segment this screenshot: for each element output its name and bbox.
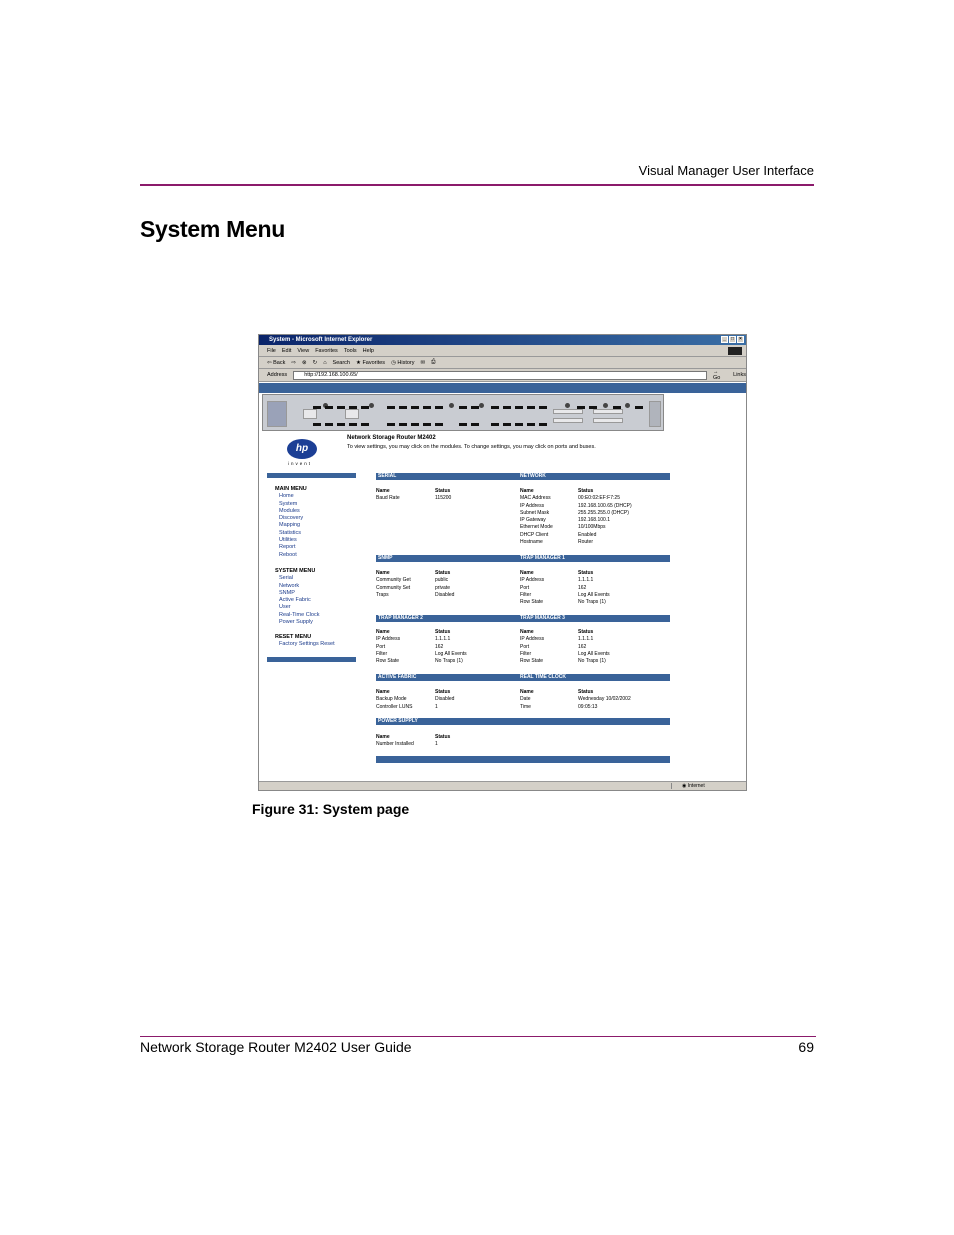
power-module[interactable] — [267, 401, 287, 427]
ie-address-bar — [259, 369, 746, 382]
module-slot-5[interactable] — [553, 418, 583, 423]
snmp-name: Traps — [376, 591, 389, 598]
history-button[interactable]: ◷ History — [391, 359, 415, 366]
trap2-value: 1.1.1.1 — [435, 636, 451, 643]
name-header: Name — [376, 689, 390, 695]
snmp-value: private — [435, 584, 451, 591]
clock-title: REAL TIME CLOCK — [520, 674, 567, 680]
fabric-title: ACTIVE FABRIC — [378, 674, 417, 680]
menu-item-report[interactable]: Report — [279, 544, 296, 551]
port[interactable] — [515, 406, 523, 409]
address-input[interactable]: http://192.168.100.65/ — [293, 371, 707, 380]
port[interactable] — [361, 423, 369, 426]
menu-item-factory-reset[interactable]: Factory Settings Reset — [279, 641, 335, 648]
menu-item-mapping[interactable]: Mapping — [279, 522, 301, 529]
clock-name: Date — [520, 696, 531, 703]
port[interactable] — [503, 406, 511, 409]
trap1-name: Row State — [520, 599, 544, 606]
trap3-value: 162 — [578, 643, 587, 650]
search-label: Search — [332, 359, 350, 366]
snmp-name: Community Set — [376, 584, 411, 591]
main-menu-heading: MAIN MENU — [275, 486, 307, 492]
clock-names — [520, 689, 534, 711]
trap2-value: 162 — [435, 643, 444, 650]
fabric-values — [435, 689, 454, 711]
section-bar-bottom — [376, 756, 670, 763]
trap2-value: Log All Events — [435, 650, 467, 657]
footer-guide-title: Network Storage Router M2402 User Guide — [140, 1039, 412, 1055]
trap3-title: TRAP MANAGER 3 — [520, 615, 565, 621]
port[interactable] — [435, 406, 443, 409]
page-title: System Menu — [140, 216, 285, 242]
status-module[interactable] — [649, 401, 661, 427]
trap1-value: No Traps (1) — [578, 599, 606, 606]
snmp-names — [376, 570, 411, 599]
network-name: MAC Address — [520, 495, 551, 502]
go-button[interactable]: → Go — [713, 369, 721, 381]
connector[interactable] — [479, 403, 484, 408]
network-name: Subnet Mask — [520, 509, 550, 516]
clock-values — [578, 689, 631, 711]
network-name: DHCP Client — [520, 531, 549, 538]
status-header: Status — [435, 629, 451, 635]
menu-item-modules[interactable]: Modules — [279, 507, 300, 514]
port[interactable] — [387, 423, 395, 426]
power-name: Number Installed — [376, 741, 414, 748]
port[interactable] — [337, 423, 345, 426]
status-header: Status — [578, 570, 594, 576]
footer-page-number: 69 — [798, 1039, 814, 1055]
port[interactable] — [387, 406, 395, 409]
menu-edit[interactable]: Edit — [281, 347, 292, 354]
port[interactable] — [337, 406, 345, 409]
system-menu — [275, 568, 319, 626]
back-button[interactable]: ⇦ Back — [267, 359, 286, 366]
running-header: Visual Manager User Interface — [638, 163, 814, 178]
menu-view[interactable]: View — [297, 347, 310, 354]
address-label: Address — [267, 372, 288, 378]
router-banner — [259, 383, 746, 431]
refresh-icon[interactable]: ↻ — [312, 359, 318, 366]
stop-icon[interactable]: ⊗ — [301, 359, 307, 366]
footer-rule — [140, 1036, 816, 1037]
ie-title-bar — [259, 335, 746, 345]
trap2-value: No Traps (1) — [435, 658, 463, 665]
favorites-label: Favorites — [362, 359, 386, 366]
network-value: 00:E0:02:EF:F7:25 — [578, 495, 620, 502]
trap1-names — [520, 570, 544, 606]
snmp-value: Disabled — [435, 591, 455, 598]
clock-value: Wednesday 10/02/2002 — [578, 696, 631, 703]
go-label: Go — [713, 375, 721, 381]
serial-title: SERIAL — [378, 473, 397, 479]
serial-names — [376, 488, 400, 503]
trap3-name: Port — [520, 643, 530, 650]
status-header: Status — [435, 734, 451, 740]
status-header: Status — [435, 689, 451, 695]
port[interactable] — [613, 406, 621, 409]
reset-menu-heading: RESET MENU — [275, 634, 312, 640]
ie-status-bar — [259, 781, 746, 790]
fabric-name: Backup Mode — [376, 696, 407, 703]
trap2-name: Row State — [376, 658, 400, 665]
menu-item-power-supply[interactable]: Power Supply — [279, 619, 313, 626]
trap2-name: Filter — [376, 650, 388, 657]
network-names — [520, 488, 553, 546]
menu-item-snmp[interactable]: SNMP — [279, 589, 295, 596]
back-label: Back — [273, 359, 286, 366]
fabric-value: 1 — [435, 703, 438, 710]
network-value: 192.168.100.65 (DHCP) — [578, 502, 632, 509]
sidebar-rule-top — [267, 473, 356, 478]
minimize-icon[interactable]: _ — [721, 336, 728, 343]
ie-menu-bar — [259, 345, 746, 357]
port[interactable] — [361, 406, 369, 409]
network-name: Hostname — [520, 539, 543, 546]
power-title: POWER SUPPLY — [378, 718, 418, 724]
zone-label: Internet — [687, 783, 705, 789]
module-slot-6[interactable] — [593, 418, 623, 423]
name-header: Name — [520, 570, 534, 576]
history-label: History — [397, 359, 415, 366]
links-button[interactable]: Links — [733, 372, 746, 378]
fabric-name: Controller LUNS — [376, 703, 413, 710]
module-slot-4[interactable] — [593, 409, 623, 414]
name-header: Name — [376, 629, 390, 635]
port[interactable] — [471, 423, 479, 426]
security-zone: ◉ Internet — [671, 783, 705, 789]
port[interactable] — [325, 423, 333, 426]
power-value: 1 — [435, 741, 438, 748]
port[interactable] — [471, 406, 479, 409]
port[interactable] — [325, 406, 333, 409]
mail-icon[interactable]: ✉ — [420, 359, 426, 366]
router-intro: To view settings, you may click on the modules. To change settings, you may click on ports and buses. — [347, 444, 596, 450]
snmp-value: public — [435, 577, 449, 584]
system-menu-heading: SYSTEM MENU — [275, 568, 316, 574]
port[interactable] — [491, 423, 499, 426]
trap2-title: TRAP MANAGER 2 — [378, 615, 423, 621]
section-bar — [376, 473, 670, 480]
section-bar — [376, 615, 670, 622]
network-name: IP Address — [520, 502, 545, 509]
home-icon[interactable]: ⌂ — [323, 359, 327, 366]
section-bar — [376, 555, 670, 562]
name-header: Name — [376, 488, 390, 494]
network-value: 10/100Mbps — [578, 524, 606, 531]
port[interactable] — [313, 406, 321, 409]
menu-item-utilities[interactable]: Utilities — [279, 537, 297, 544]
clock-value: 09:05:13 — [578, 703, 598, 710]
name-header: Name — [520, 689, 534, 695]
connector[interactable] — [369, 403, 374, 408]
power-values — [435, 734, 450, 749]
network-title: NETWORK — [520, 473, 546, 479]
section-bar — [376, 674, 670, 681]
network-name: IP Gateway — [520, 517, 546, 524]
port[interactable] — [539, 406, 547, 409]
status-header: Status — [578, 689, 594, 695]
status-header: Status — [578, 629, 594, 635]
search-button[interactable] — [333, 360, 350, 366]
name-header: Name — [376, 734, 390, 740]
port[interactable] — [349, 423, 357, 426]
serial-name: Baud Rate — [376, 495, 400, 502]
menu-item-statistics[interactable]: Statistics — [279, 529, 302, 536]
connector[interactable] — [625, 403, 630, 408]
maximize-icon[interactable]: □ — [730, 336, 735, 342]
port[interactable] — [503, 423, 511, 426]
hp-tagline: invent — [288, 461, 313, 466]
trap1-values — [578, 570, 610, 606]
close-icon[interactable]: × — [737, 336, 744, 343]
trap3-value: 1.1.1.1 — [578, 636, 594, 643]
reset-menu — [275, 634, 335, 649]
router-heading: Network Storage Router M2402 — [347, 435, 436, 441]
sidebar-rule-bottom — [267, 657, 356, 662]
ie-toolbar — [259, 357, 746, 369]
trap3-names — [520, 629, 544, 665]
port[interactable] — [399, 423, 407, 426]
network-values — [578, 488, 632, 546]
trap2-values — [435, 629, 467, 665]
fabric-names — [376, 689, 412, 711]
connector[interactable] — [449, 403, 454, 408]
status-header: Status — [578, 488, 594, 494]
name-header: Name — [520, 488, 534, 494]
trap1-name: IP Address — [520, 577, 545, 584]
status-header: Status — [435, 488, 451, 494]
trap3-values — [578, 629, 610, 665]
serial-values — [435, 488, 451, 503]
snmp-values — [435, 570, 454, 599]
name-header: Name — [376, 570, 390, 576]
network-value: 255.255.255.0 (DHCP) — [578, 509, 629, 516]
trap3-name: Filter — [520, 650, 532, 657]
trap1-name: Port — [520, 584, 530, 591]
header-rule — [140, 184, 814, 186]
router-front-panel[interactable] — [262, 394, 664, 431]
forward-icon[interactable]: ⇨ — [291, 359, 296, 366]
trap2-name: Port — [376, 643, 386, 650]
clock-name: Time — [520, 703, 531, 710]
snmp-name: Community Get — [376, 577, 411, 584]
port[interactable] — [399, 406, 407, 409]
menu-item-user[interactable]: User — [279, 604, 291, 611]
main-menu — [275, 486, 307, 559]
status-header: Status — [435, 570, 451, 576]
network-value: 192.168.100.1 — [578, 517, 610, 524]
windows-logo-icon — [728, 347, 742, 355]
trap1-name: Filter — [520, 591, 532, 598]
menu-item-serial[interactable]: Serial — [279, 575, 294, 582]
connector[interactable] — [603, 403, 608, 408]
window-title: System - Microsoft Internet Explorer — [269, 337, 373, 343]
snmp-title: SNMP — [378, 555, 393, 561]
port[interactable] — [635, 406, 643, 409]
power-names — [376, 734, 414, 749]
menu-item-reboot[interactable]: Reboot — [279, 551, 297, 558]
favorites-button[interactable]: ★ Favorites — [355, 359, 386, 366]
menu-favorites[interactable]: Favorites — [315, 347, 338, 354]
name-header: Name — [520, 629, 534, 635]
trap1-title: TRAP MANAGER 1 — [520, 555, 565, 561]
port[interactable] — [459, 406, 467, 409]
port[interactable] — [349, 406, 357, 409]
trap2-name: IP Address — [376, 636, 401, 643]
port[interactable] — [313, 423, 321, 426]
window-buttons — [721, 336, 744, 343]
network-value: Router — [578, 539, 594, 546]
menu-file[interactable]: File — [267, 347, 276, 354]
port[interactable] — [411, 423, 419, 426]
port[interactable] — [459, 423, 467, 426]
module-slot-1[interactable] — [303, 409, 317, 419]
menu-item-active-fabric[interactable]: Active Fabric — [279, 597, 311, 604]
port[interactable] — [491, 406, 499, 409]
menu-item-real-time-clock[interactable]: Real-Time Clock — [279, 611, 320, 618]
port[interactable] — [515, 423, 523, 426]
trap3-value: Log All Events — [578, 650, 610, 657]
trap3-value: No Traps (1) — [578, 658, 606, 665]
port[interactable] — [527, 406, 535, 409]
menu-item-home[interactable]: Home — [279, 493, 294, 500]
browser-screenshot — [258, 334, 747, 791]
menu-item-network[interactable]: Network — [279, 582, 300, 589]
menu-item-discovery[interactable]: Discovery — [279, 515, 304, 522]
port[interactable] — [423, 423, 431, 426]
port[interactable] — [577, 406, 585, 409]
port[interactable] — [527, 423, 535, 426]
port[interactable] — [589, 406, 597, 409]
hp-logo: hp — [287, 439, 317, 459]
port[interactable] — [435, 423, 443, 426]
network-name: Ethernet Mode — [520, 524, 553, 531]
figure-caption: Figure 31: System page — [252, 801, 410, 817]
network-value: Enabled — [578, 531, 597, 538]
trap1-value: 1.1.1.1 — [578, 577, 594, 584]
port[interactable] — [539, 423, 547, 426]
print-icon[interactable]: ⎙ — [431, 359, 436, 365]
trap1-value: 162 — [578, 584, 587, 591]
menu-item-system[interactable]: System — [279, 500, 298, 507]
trap2-names — [376, 629, 400, 665]
menu-help[interactable]: Help — [362, 347, 374, 354]
section-bar — [376, 718, 670, 725]
fabric-value: Disabled — [435, 696, 455, 703]
menu-tools[interactable]: Tools — [343, 347, 357, 354]
module-slot-3[interactable] — [553, 409, 583, 414]
port[interactable] — [423, 406, 431, 409]
connector[interactable] — [565, 403, 570, 408]
port[interactable] — [411, 406, 419, 409]
banner-stripe — [259, 383, 746, 393]
module-slot-2[interactable] — [345, 409, 359, 419]
serial-value: 115200 — [435, 495, 452, 502]
trap1-value: Log All Events — [578, 591, 610, 598]
trap3-name: Row State — [520, 658, 544, 665]
trap3-name: IP Address — [520, 636, 545, 643]
